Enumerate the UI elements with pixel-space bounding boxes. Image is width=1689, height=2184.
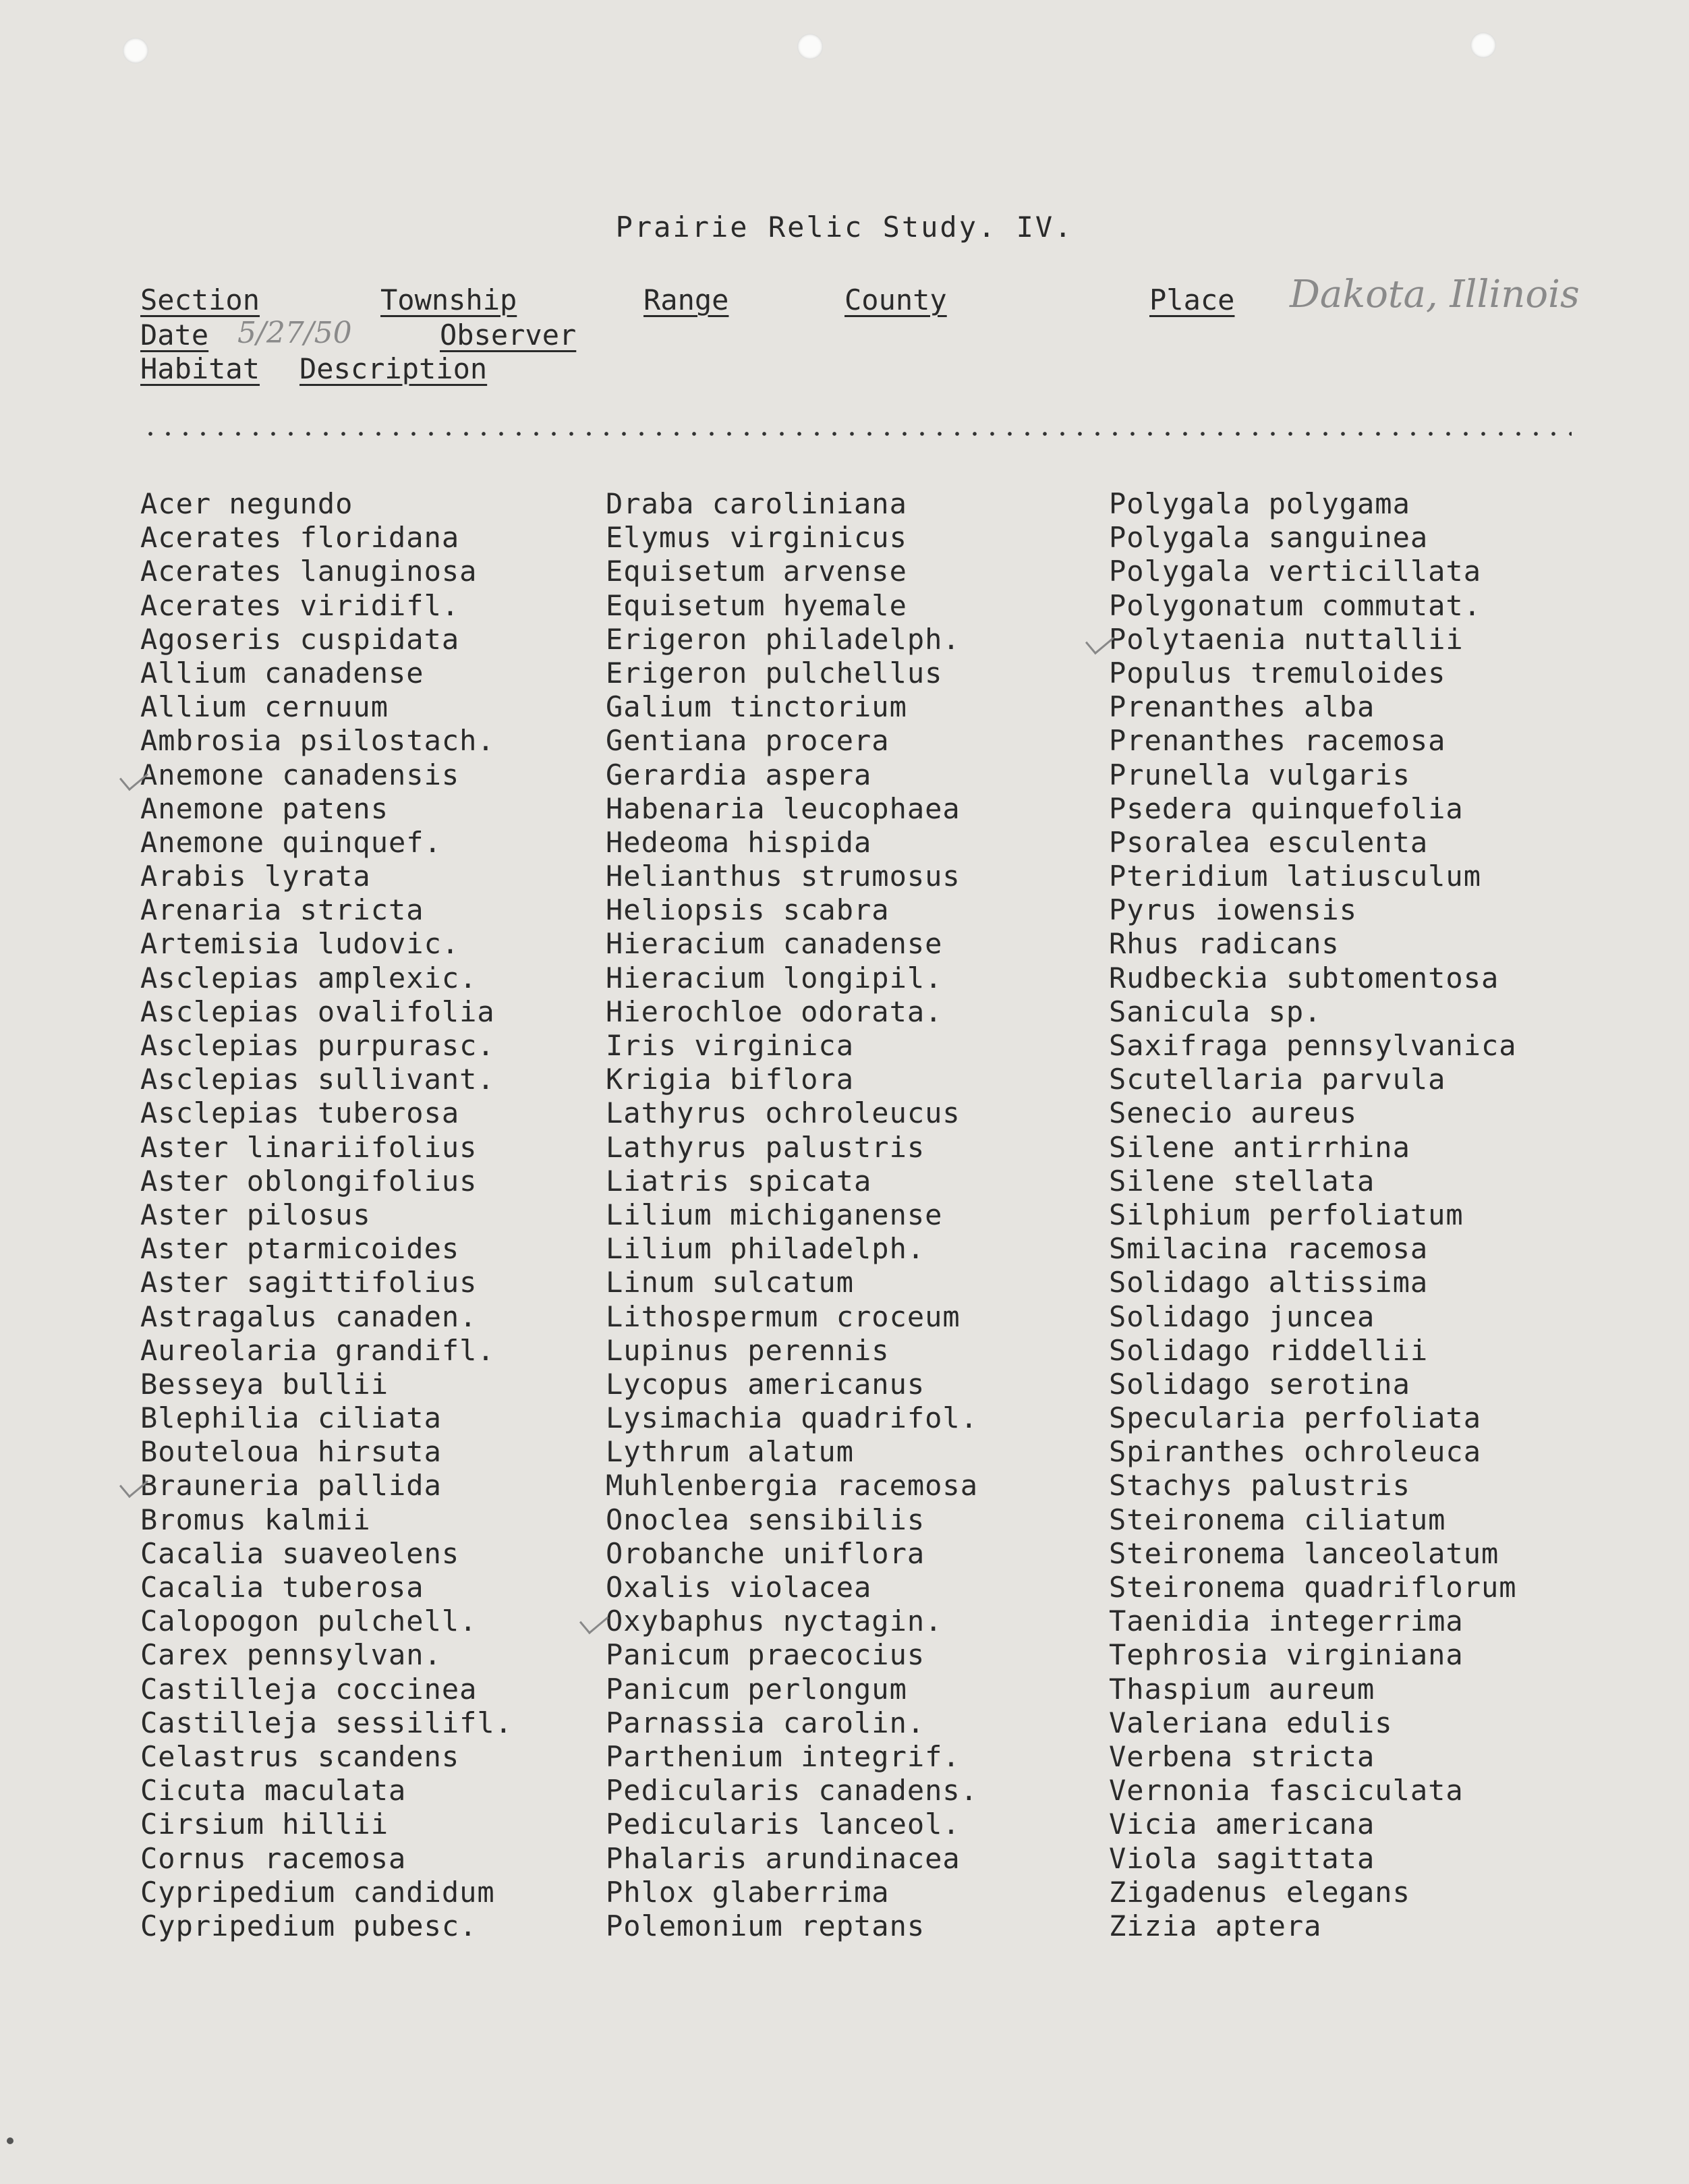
species-entry: Lithospermum croceum xyxy=(606,1299,961,1333)
species-entry: Castilleja sessilifl. xyxy=(140,1706,513,1739)
species-entry: Helianthus strumosus xyxy=(606,860,961,893)
species-entry: Cirsium hillii xyxy=(140,1808,389,1841)
species-entry: Polygala sanguinea xyxy=(1109,521,1429,555)
species-entry: Phlox glaberrima xyxy=(606,1875,890,1909)
species-entry: Bromus kalmii xyxy=(140,1503,371,1536)
edge-speck xyxy=(7,2137,13,2144)
species-entry: Arenaria stricta xyxy=(140,893,424,927)
township-label: Township xyxy=(380,283,517,316)
species-entry: Steironema lanceolatum xyxy=(1109,1536,1499,1570)
species-entry: Valeriana edulis xyxy=(1109,1706,1393,1739)
species-entry: Acerates floridana xyxy=(140,521,460,555)
species-entry: Panicum perlongum xyxy=(606,1672,907,1706)
species-entry: Ambrosia psilostach. xyxy=(140,724,495,758)
species-entry: Acer negundo xyxy=(140,487,353,520)
species-entry: Tephrosia virginiana xyxy=(1109,1638,1464,1672)
species-entry: Steironema ciliatum xyxy=(1109,1503,1446,1536)
species-entry: Verbena stricta xyxy=(1109,1739,1375,1773)
species-entry: Agoseris cuspidata xyxy=(140,622,460,656)
species-entry: Silene stellata xyxy=(1109,1164,1375,1198)
dotted-divider xyxy=(142,432,1572,436)
species-entry: Scutellaria parvula xyxy=(1109,1063,1446,1096)
species-entry: Cicuta maculata xyxy=(140,1774,407,1808)
species-entry: Polygala polygama xyxy=(1109,487,1410,520)
species-entry: Pteridium latiusculum xyxy=(1109,860,1482,893)
species-entry: Hierochloe odorata. xyxy=(606,995,943,1028)
species-entry: Blephilia ciliata xyxy=(140,1401,442,1435)
species-entry: Aster pilosus xyxy=(140,1198,371,1231)
species-entry: Galium tinctorium xyxy=(606,690,907,724)
species-entry: Cornus racemosa xyxy=(140,1841,407,1875)
species-entry: Lathyrus ochroleucus xyxy=(606,1096,961,1130)
species-entry: Solidago altissima xyxy=(1109,1266,1429,1299)
species-entry: Gerardia aspera xyxy=(606,758,872,791)
species-entry: Lilium michiganense xyxy=(606,1198,943,1231)
species-entry: Iris virginica xyxy=(606,1029,855,1062)
species-entry: Lupinus perennis xyxy=(606,1333,890,1367)
species-entry: Rhus radicans xyxy=(1109,927,1340,961)
species-entry: Aster sagittifolius xyxy=(140,1266,478,1299)
species-entry: Pedicularis canadens. xyxy=(606,1774,979,1808)
species-entry: Cacalia suaveolens xyxy=(140,1536,460,1570)
species-entry: Specularia perfoliata xyxy=(1109,1401,1482,1435)
species-entry: Cypripedium candidum xyxy=(140,1875,495,1909)
species-entry: Parthenium integrif. xyxy=(606,1739,961,1773)
species-entry: Aster oblongifolius xyxy=(140,1164,478,1198)
species-entry: Anemone canadensis xyxy=(140,758,460,791)
species-entry: Prenanthes racemosa xyxy=(1109,724,1446,758)
species-entry: Lycopus americanus xyxy=(606,1367,925,1401)
habitat-label: Habitat xyxy=(140,352,260,385)
punch-hole-center xyxy=(797,34,823,59)
species-entry: Artemisia ludovic. xyxy=(140,927,460,961)
species-entry: Aureolaria grandifl. xyxy=(140,1333,495,1367)
species-entry: Saxifraga pennsylvanica xyxy=(1109,1029,1517,1062)
check-mark xyxy=(579,1606,608,1634)
species-entry: Celastrus scandens xyxy=(140,1739,460,1773)
section-label: Section xyxy=(140,283,260,316)
species-entry: Elymus virginicus xyxy=(606,521,907,555)
species-entry: Sanicula sp. xyxy=(1109,995,1322,1028)
species-entry: Asclepias sullivant. xyxy=(140,1063,495,1096)
species-entry: Rudbeckia subtomentosa xyxy=(1109,961,1499,995)
species-entry: Orobanche uniflora xyxy=(606,1536,925,1570)
place-label: Place xyxy=(1149,283,1235,316)
document-title: Prairie Relic Study. IV. xyxy=(615,211,1074,244)
date-handwritten-value: 5/27/50 xyxy=(237,316,352,350)
species-entry: Anemone patens xyxy=(140,791,389,825)
species-entry: Zigadenus elegans xyxy=(1109,1875,1410,1909)
species-entry: Oxybaphus nyctagin. xyxy=(606,1604,943,1638)
observer-label: Observer xyxy=(440,318,577,352)
species-entry: Asclepias purpurasc. xyxy=(140,1029,495,1062)
species-entry: Allium cernuum xyxy=(140,690,389,724)
species-entry: Asclepias tuberosa xyxy=(140,1096,460,1130)
species-entry: Polemonium reptans xyxy=(606,1909,925,1942)
place-handwritten-value: Dakota, Illinois xyxy=(1290,273,1580,316)
species-entry: Smilacina racemosa xyxy=(1109,1232,1429,1266)
species-entry: Asclepias ovalifolia xyxy=(140,995,495,1028)
species-entry: Cacalia tuberosa xyxy=(140,1571,424,1604)
species-entry: Acerates lanuginosa xyxy=(140,555,478,588)
species-entry: Pedicularis lanceol. xyxy=(606,1808,961,1841)
species-entry: Astragalus canaden. xyxy=(140,1299,478,1333)
species-entry: Calopogon pulchell. xyxy=(140,1604,478,1638)
species-entry: Solidago riddellii xyxy=(1109,1333,1429,1367)
species-entry: Castilleja coccinea xyxy=(140,1672,478,1706)
species-entry: Hedeoma hispida xyxy=(606,825,872,859)
description-label: Description xyxy=(299,352,488,385)
punch-hole-right xyxy=(1470,32,1496,58)
species-entry: Linum sulcatum xyxy=(606,1266,855,1299)
species-entry: Arabis lyrata xyxy=(140,860,371,893)
species-entry: Erigeron pulchellus xyxy=(606,656,943,690)
species-entry: Thaspium aureum xyxy=(1109,1672,1375,1706)
species-entry: Spiranthes ochroleuca xyxy=(1109,1435,1482,1469)
species-entry: Lathyrus palustris xyxy=(606,1130,925,1164)
county-label: County xyxy=(844,283,947,316)
species-entry: Vicia americana xyxy=(1109,1808,1375,1841)
species-entry: Gentiana procera xyxy=(606,724,890,758)
species-entry: Krigia biflora xyxy=(606,1063,855,1096)
species-entry: Psedera quinquefolia xyxy=(1109,791,1464,825)
species-entry: Anemone quinquef. xyxy=(140,825,442,859)
species-entry: Acerates viridifl. xyxy=(140,588,460,622)
species-entry: Lythrum alatum xyxy=(606,1435,855,1469)
species-entry: Taenidia integerrima xyxy=(1109,1604,1464,1638)
species-column-1 xyxy=(140,487,513,1943)
species-entry: Allium canadense xyxy=(140,656,424,690)
punch-hole-left xyxy=(123,38,148,63)
species-entry: Vernonia fasciculata xyxy=(1109,1774,1464,1808)
species-entry: Equisetum hyemale xyxy=(606,588,907,622)
species-entry: Aster linariifolius xyxy=(140,1130,478,1164)
species-column-2 xyxy=(606,487,978,1943)
species-entry: Muhlenbergia racemosa xyxy=(606,1469,979,1503)
species-entry: Erigeron philadelph. xyxy=(606,622,961,656)
species-entry: Polygonatum commutat. xyxy=(1109,588,1482,622)
species-entry: Hieracium canadense xyxy=(606,927,943,961)
species-entry: Polygala verticillata xyxy=(1109,555,1482,588)
range-label: Range xyxy=(643,283,729,316)
species-entry: Lysimachia quadrifol. xyxy=(606,1401,979,1435)
species-entry: Psoralea esculenta xyxy=(1109,825,1429,859)
species-entry: Aster ptarmicoides xyxy=(140,1232,460,1266)
species-entry: Cypripedium pubesc. xyxy=(140,1909,478,1942)
species-entry: Panicum praecocius xyxy=(606,1638,925,1672)
species-entry: Solidago juncea xyxy=(1109,1299,1375,1333)
species-entry: Pyrus iowensis xyxy=(1109,893,1358,927)
species-entry: Populus tremuloides xyxy=(1109,656,1446,690)
species-entry: Lilium philadelph. xyxy=(606,1232,925,1266)
species-entry: Brauneria pallida xyxy=(140,1469,442,1503)
date-label: Date xyxy=(140,318,209,352)
species-entry: Silene antirrhina xyxy=(1109,1130,1410,1164)
species-entry: Asclepias amplexic. xyxy=(140,961,478,995)
species-entry: Onoclea sensibilis xyxy=(606,1503,925,1536)
species-entry: Hieracium longipil. xyxy=(606,961,943,995)
species-entry: Carex pennsylvan. xyxy=(140,1638,442,1672)
species-entry: Stachys palustris xyxy=(1109,1469,1410,1503)
species-entry: Solidago serotina xyxy=(1109,1367,1410,1401)
species-entry: Prunella vulgaris xyxy=(1109,758,1410,791)
species-entry: Steironema quadriflorum xyxy=(1109,1571,1517,1604)
species-entry: Bouteloua hirsuta xyxy=(140,1435,442,1469)
species-column-3 xyxy=(1109,487,1517,1943)
species-entry: Parnassia carolin. xyxy=(606,1706,925,1739)
species-entry: Heliopsis scabra xyxy=(606,893,890,927)
species-entry: Phalaris arundinacea xyxy=(606,1841,961,1875)
species-entry: Besseya bullii xyxy=(140,1367,389,1401)
species-entry: Liatris spicata xyxy=(606,1164,872,1198)
species-entry: Prenanthes alba xyxy=(1109,690,1375,724)
species-entry: Senecio aureus xyxy=(1109,1096,1358,1130)
species-entry: Oxalis violacea xyxy=(606,1571,872,1604)
species-entry: Viola sagittata xyxy=(1109,1841,1375,1875)
species-entry: Equisetum arvense xyxy=(606,555,907,588)
species-entry: Habenaria leucophaea xyxy=(606,791,961,825)
species-entry: Draba caroliniana xyxy=(606,487,907,520)
species-entry: Zizia aptera xyxy=(1109,1909,1322,1942)
species-entry: Polytaenia nuttallii xyxy=(1109,622,1464,656)
species-entry: Silphium perfoliatum xyxy=(1109,1198,1464,1231)
